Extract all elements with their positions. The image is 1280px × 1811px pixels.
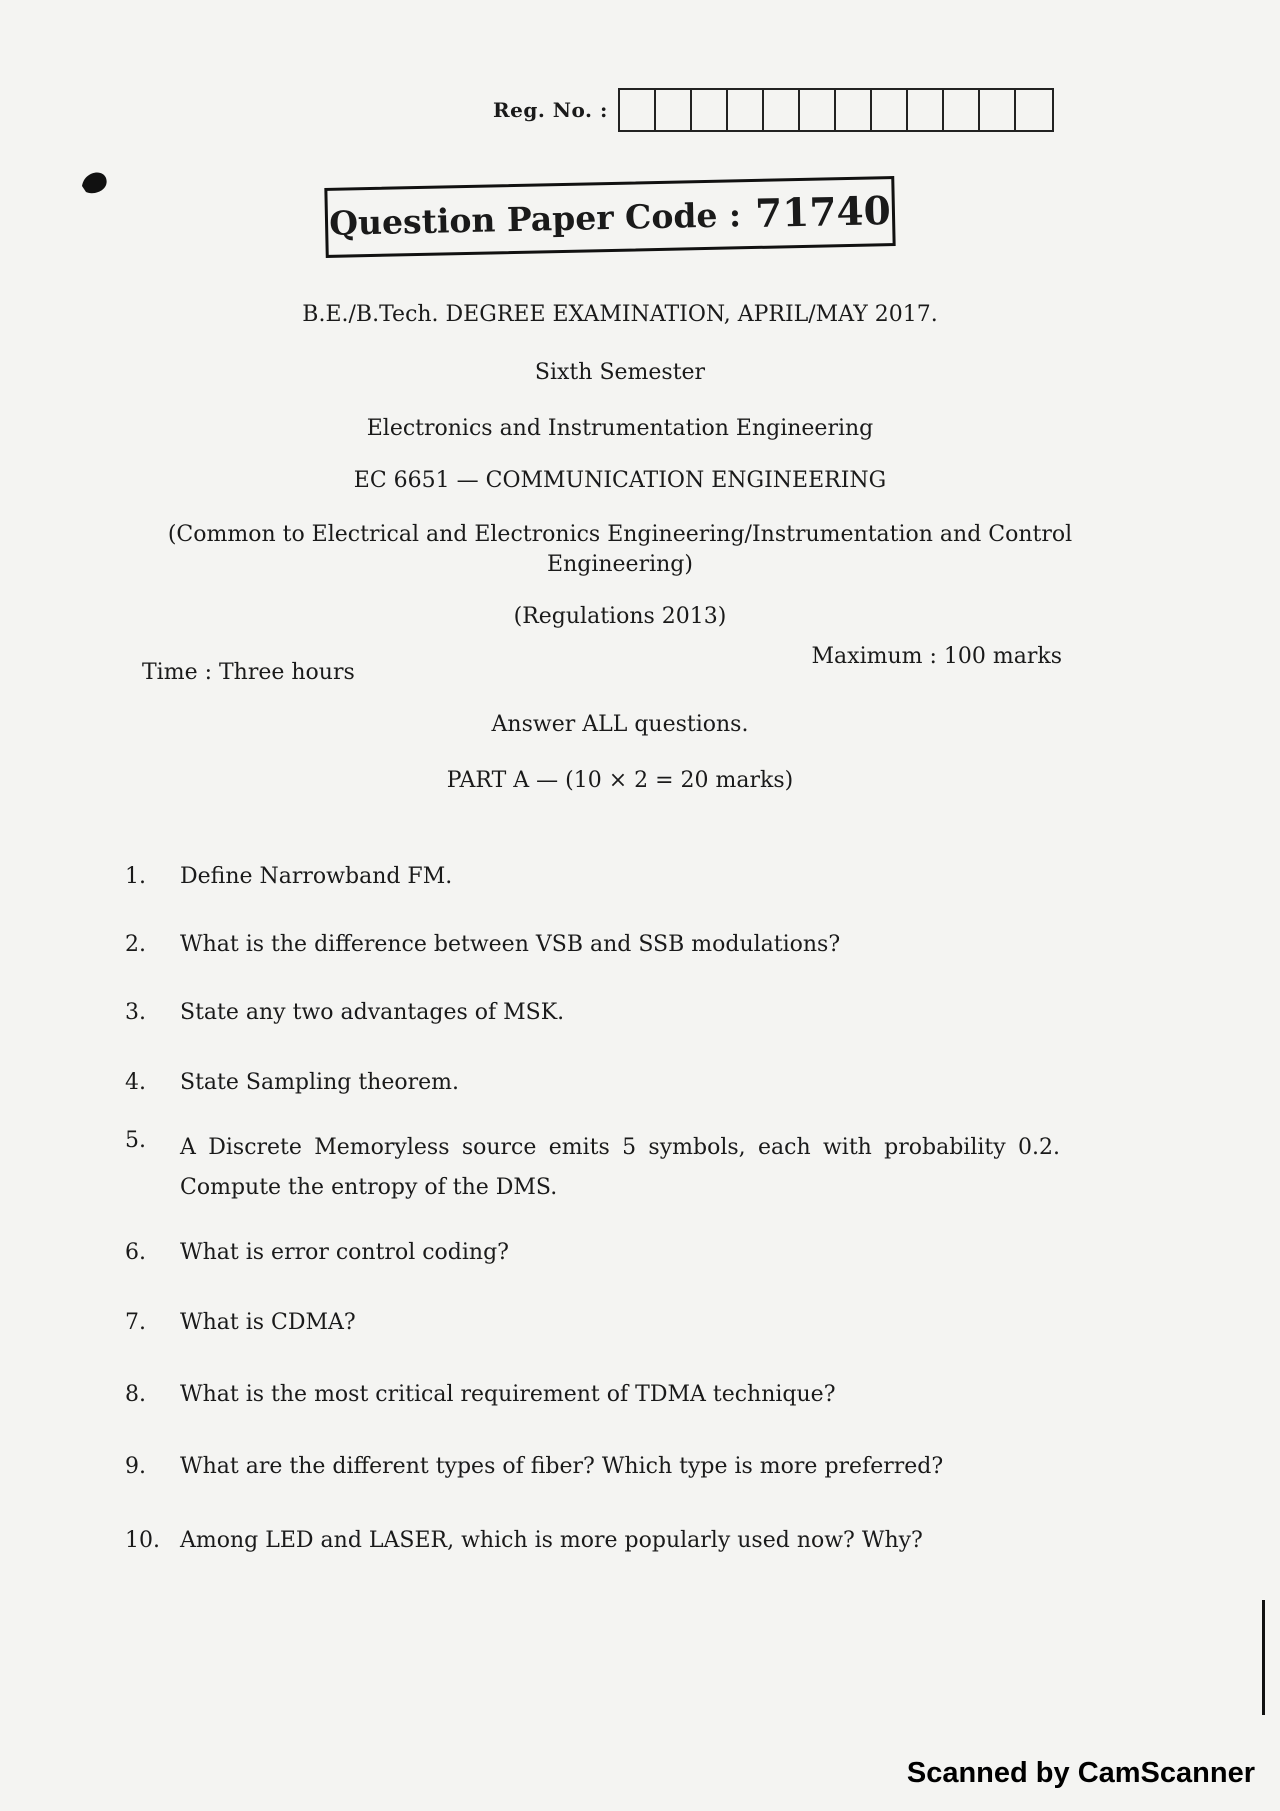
question-text: What is CDMA? — [180, 1310, 356, 1335]
question-number: 10. — [125, 1528, 160, 1553]
reg-digit-box — [908, 90, 944, 130]
question-number: 1. — [125, 864, 146, 889]
common-to-line-2: Engineering) — [547, 552, 693, 577]
question-number: 8. — [125, 1382, 146, 1407]
list-item — [105, 1070, 1060, 1095]
maximum-marks: Maximum : 100 marks — [811, 644, 1062, 669]
reg-number-boxes — [618, 88, 1054, 132]
question-text: State any two advantages of MSK. — [180, 1000, 565, 1025]
reg-label: Reg. No. : — [493, 98, 608, 122]
scanner-watermark: Scanned by CamScanner — [906, 1757, 1255, 1789]
list-item — [105, 1454, 1060, 1479]
list-item — [105, 1528, 1060, 1553]
reg-digit-box — [836, 90, 872, 130]
question-text: Define Narrowband FM. — [180, 864, 453, 889]
reg-digit-box — [872, 90, 908, 130]
degree-line: B.E./B.Tech. DEGREE EXAMINATION, APRIL/MAY 2017. — [302, 302, 938, 327]
qpc-value: 71740 — [754, 188, 892, 237]
list-item — [105, 1310, 1060, 1335]
question-text: What is error control coding? — [180, 1240, 509, 1265]
registration-number — [493, 88, 1054, 132]
question-text: What is the most critical requirement of TDMA technique? — [180, 1382, 836, 1407]
question-text: What are the different types of fiber? Which type is more preferred? — [180, 1454, 944, 1479]
instruction-line: Answer ALL questions. — [491, 712, 749, 737]
question-number: 3. — [125, 1000, 146, 1025]
question-number: 6. — [125, 1240, 146, 1265]
list-item — [105, 1240, 1060, 1265]
part-a-heading: PART A — (10 × 2 = 20 marks) — [446, 768, 794, 793]
list-item — [105, 932, 1060, 957]
common-to-line-1: (Common to Electrical and Electronics Engineering/Instrumentation and Control — [167, 522, 1073, 547]
question-paper-code-box — [324, 176, 895, 258]
semester-line: Sixth Semester — [534, 360, 706, 385]
reg-digit-box — [692, 90, 728, 130]
reg-digit-box — [1016, 90, 1052, 130]
reg-digit-box — [620, 90, 656, 130]
regulations-line: (Regulations 2013) — [513, 604, 727, 629]
question-number: 5. — [125, 1128, 146, 1153]
reg-digit-box — [656, 90, 692, 130]
question-number: 2. — [125, 932, 146, 957]
reg-digit-box — [800, 90, 836, 130]
qpc-label: Question Paper Code : — [328, 194, 742, 243]
question-number: 7. — [125, 1310, 146, 1335]
branch-line: Electronics and Instrumentation Engineering — [366, 416, 874, 441]
question-text: State Sampling theorem. — [180, 1070, 459, 1095]
reg-digit-box — [764, 90, 800, 130]
list-item — [105, 1382, 1060, 1407]
margin-mark — [1262, 1600, 1265, 1715]
question-text: A Discrete Memoryless source emits 5 symbols, each with probability 0.2. Compute the entropy of the DMS. — [180, 1135, 1060, 1200]
question-text: Among LED and LASER, which is more popularly used now? Why? — [180, 1528, 923, 1553]
ink-blot-icon — [76, 160, 116, 200]
list-item — [105, 1000, 1060, 1025]
reg-digit-box — [944, 90, 980, 130]
time-allowed: Time : Three hours — [142, 660, 355, 685]
subject-line: EC 6651 — COMMUNICATION ENGINEERING — [353, 468, 887, 493]
question-number: 9. — [125, 1454, 146, 1479]
question-number: 4. — [125, 1070, 146, 1095]
question-text: What is the difference between VSB and SSB modulations? — [180, 932, 841, 957]
list-item — [105, 1128, 1060, 1208]
reg-digit-box — [980, 90, 1016, 130]
list-item — [105, 864, 1060, 889]
reg-digit-box — [728, 90, 764, 130]
